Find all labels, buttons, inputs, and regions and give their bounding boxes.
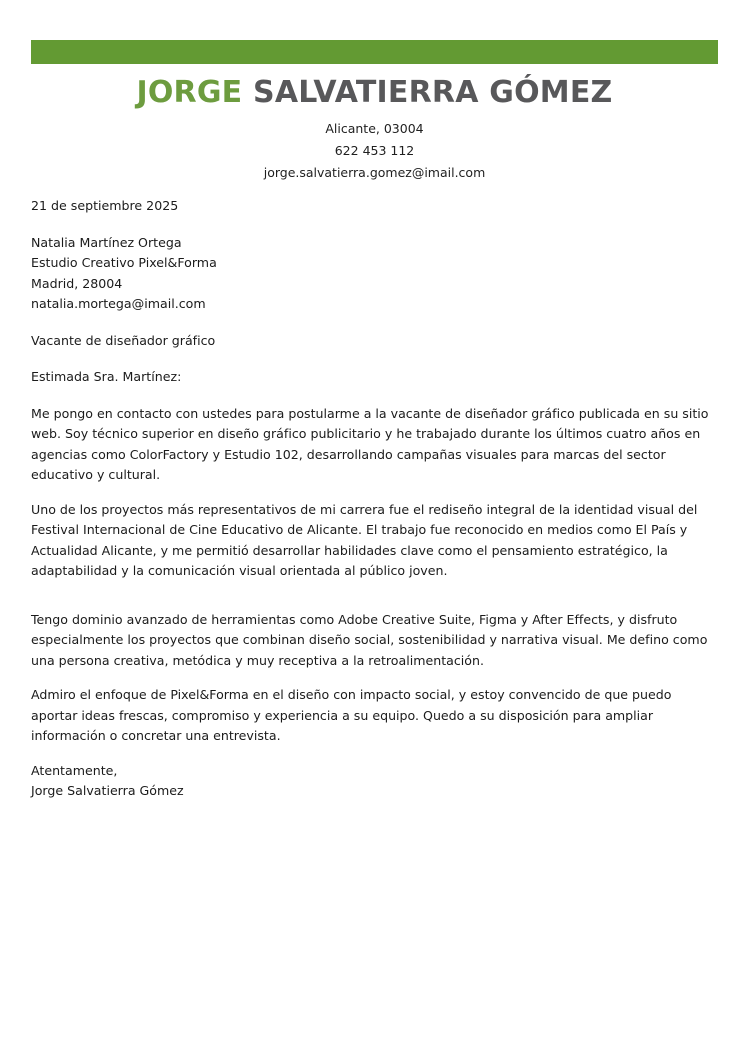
letter-date: 21 de septiembre 2025 — [31, 198, 179, 213]
header-accent-bar — [31, 40, 718, 64]
letter-body — [31, 196, 718, 802]
letter-paragraph-3: Tengo dominio avanzado de herramientas como Adobe Creative Suite, Figma y After Effects, y disfruto especialmente los proyectos que combinan diseño social, sostenibilidad y narrativa visual. Me defino como una persona creativa, metódica y muy receptiva a la retroalimentación. — [31, 611, 708, 668]
applicant-first-name: JORGE — [136, 75, 243, 110]
applicant-phone: 622 453 112 — [334, 143, 415, 158]
recipient-company: Estudio Creativo Pixel&Forma — [31, 255, 217, 270]
letter-signature-name: Jorge Salvatierra Gómez — [31, 783, 184, 798]
letter-header — [31, 76, 718, 184]
name-separator — [242, 75, 253, 110]
letter-paragraph-2: Uno de los proyectos más representativos de mi carrera fue el rediseño integral de la identidad visual del Festival Internacional de Cine Educativo de Alicante. El trabajo fue reconocido en medios como El País y Actualidad Alicante, y me permitió desarrollar habilidades clave como el pensamiento estratégico, la adaptabilidad y la comunicación visual orientada al público joven. — [31, 501, 698, 578]
letter-subject: Vacante de diseñador gráfico — [31, 332, 216, 348]
applicant-email: jorge.salvatierra.gomez@imail.com — [263, 165, 486, 180]
recipient-email: natalia.mortega@imail.com — [31, 296, 206, 311]
applicant-name — [31, 76, 718, 110]
letter-paragraph-4: Admiro el enfoque de Pixel&Forma en el diseño con impacto social, y estoy convencido de que puedo aportar ideas frescas, compromiso y experiencia a su equipo. Quedo a su disposición para ampliar información o concretar una entrevista. — [31, 687, 672, 743]
recipient-name: Natalia Martínez Ortega — [31, 234, 182, 250]
letter-closing — [31, 761, 718, 802]
recipient-block — [31, 233, 718, 315]
letter-sign-off: Atentamente, — [31, 762, 118, 778]
recipient-city: Madrid, 28004 — [31, 275, 123, 291]
letter-salutation: Estimada Sra. Martínez: — [31, 369, 182, 384]
applicant-location: Alicante, 03004 — [325, 121, 424, 136]
applicant-last-name: SALVATIERRA GÓMEZ — [253, 75, 613, 110]
letter-paragraph-1: Me pongo en contacto con ustedes para postularme a la vacante de diseñador gráfico publicada en su sitio web. Soy técnico superior en diseño gráfico publicitario y he trabajado durante los últimos cuatro años en agencias como ColorFactory y Estudio 102, desarrollando campañas visuales para marcas del sector educativo y cultural. — [31, 405, 709, 482]
